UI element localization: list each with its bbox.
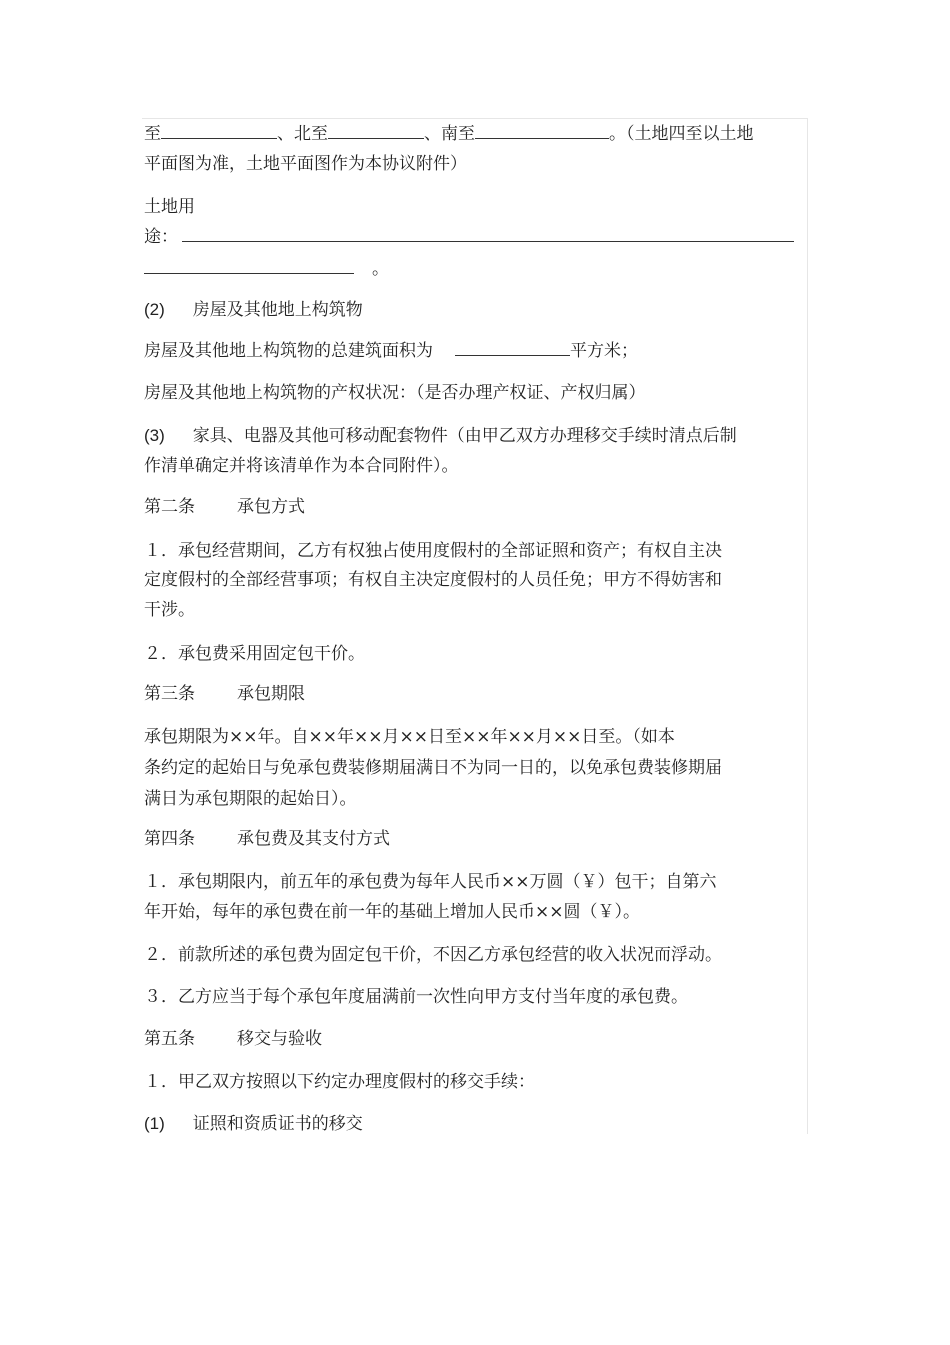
paragraph-line: 定度假村的全部经营事项；有权自主决定度假村的人员任免；甲方不得妨害和 — [144, 570, 722, 590]
blank-land-use[interactable] — [182, 223, 794, 242]
paragraph-line: ３．乙方应当于每个承包年度届满前一次性向甲方支付当年度的承包费。 — [144, 987, 688, 1007]
article-title: 承包费及其支付方式 — [237, 829, 390, 849]
paragraph-line: 房屋及其他地上构筑物的产权状况：（是否办理产权证、产权归属） — [144, 383, 646, 403]
article-number: 第二条 — [144, 497, 195, 517]
blank-south[interactable] — [475, 120, 609, 139]
text-fragment: 平方米； — [570, 341, 638, 361]
section-1-heading — [144, 1108, 363, 1140]
text-fragment: 。（土地四至以土地 — [609, 124, 754, 144]
text-fragment: 房屋及其他地上构筑物的总建筑面积为 — [144, 341, 433, 361]
paragraph-line: 满日为承包期限的起始日）。 — [144, 789, 357, 809]
section-2-heading — [144, 294, 363, 326]
text-fragment: 、南至 — [424, 124, 475, 144]
text-fragment: 途： — [144, 227, 178, 247]
blank-area[interactable] — [455, 337, 570, 356]
article-title: 承包期限 — [237, 684, 305, 704]
blank-land-use-cont[interactable] — [144, 255, 354, 274]
text-fragment: 证照和资质证书的移交 — [192, 1114, 363, 1134]
text-fragment: 、北至 — [277, 124, 328, 144]
article-number: 第三条 — [144, 684, 195, 704]
paragraph-line: 平面图为准，土地平面图作为本协议附件） — [144, 154, 467, 174]
article-title: 移交与验收 — [237, 1029, 322, 1049]
article-number: 第四条 — [144, 829, 195, 849]
paragraph-line: １．甲乙双方按照以下约定办理度假村的移交手续： — [144, 1072, 535, 1092]
blank-east[interactable] — [161, 120, 277, 139]
paragraph-line: ２．前款所述的承包费为固定包干价，不因乙方承包经营的收入状况而浮动。 — [144, 945, 722, 965]
article-3-heading — [144, 679, 305, 710]
paragraph-line: １．承包经营期间，乙方有权独占使用度假村的全部证照和资产；有权自主决 — [144, 541, 722, 561]
area-line — [144, 336, 638, 367]
text-fragment: 房屋及其他地上构筑物 — [192, 300, 363, 320]
item-number: (1) — [144, 1114, 165, 1133]
text-fragment: 。 — [372, 259, 389, 279]
blank-north[interactable] — [328, 120, 424, 139]
boundary-line — [144, 119, 754, 150]
article-number: 第五条 — [144, 1029, 195, 1049]
article-title: 承包方式 — [237, 497, 305, 517]
paragraph-line: 承包期限为××年。自××年××月××日至××年××月××日至。（如本 — [144, 727, 675, 747]
paragraph-line: 作清单确定并将该清单作为本合同附件）。 — [144, 456, 459, 476]
section-3-heading — [144, 420, 737, 452]
article-2-heading — [144, 492, 305, 523]
text-fragment: 家具、电器及其他可移动配套物件（由甲乙双方办理移交手续时清点后制 — [192, 426, 737, 446]
paragraph-line: １．承包期限内，前五年的承包费为每年人民币××万圆（￥）包干；自第六 — [144, 872, 717, 892]
paragraph-line: 年开始，每年的承包费在前一年的基础上增加人民币××圆（￥）。 — [144, 902, 640, 922]
item-number: (2) — [144, 300, 165, 319]
article-5-heading — [144, 1024, 322, 1055]
text-fragment: 至 — [144, 124, 161, 144]
land-use-line-2 — [144, 254, 389, 285]
paragraph-line: 条约定的起始日与免承包费装修期届满日不为同一日的，以免承包费装修期届 — [144, 758, 722, 778]
item-number: (3) — [144, 426, 165, 445]
land-use-line — [144, 222, 794, 253]
paragraph-line: ２．承包费采用固定包干价。 — [144, 644, 365, 664]
paragraph-line: 干涉。 — [144, 600, 195, 620]
paragraph-line: 土地用 — [144, 197, 195, 217]
article-4-heading — [144, 824, 390, 855]
